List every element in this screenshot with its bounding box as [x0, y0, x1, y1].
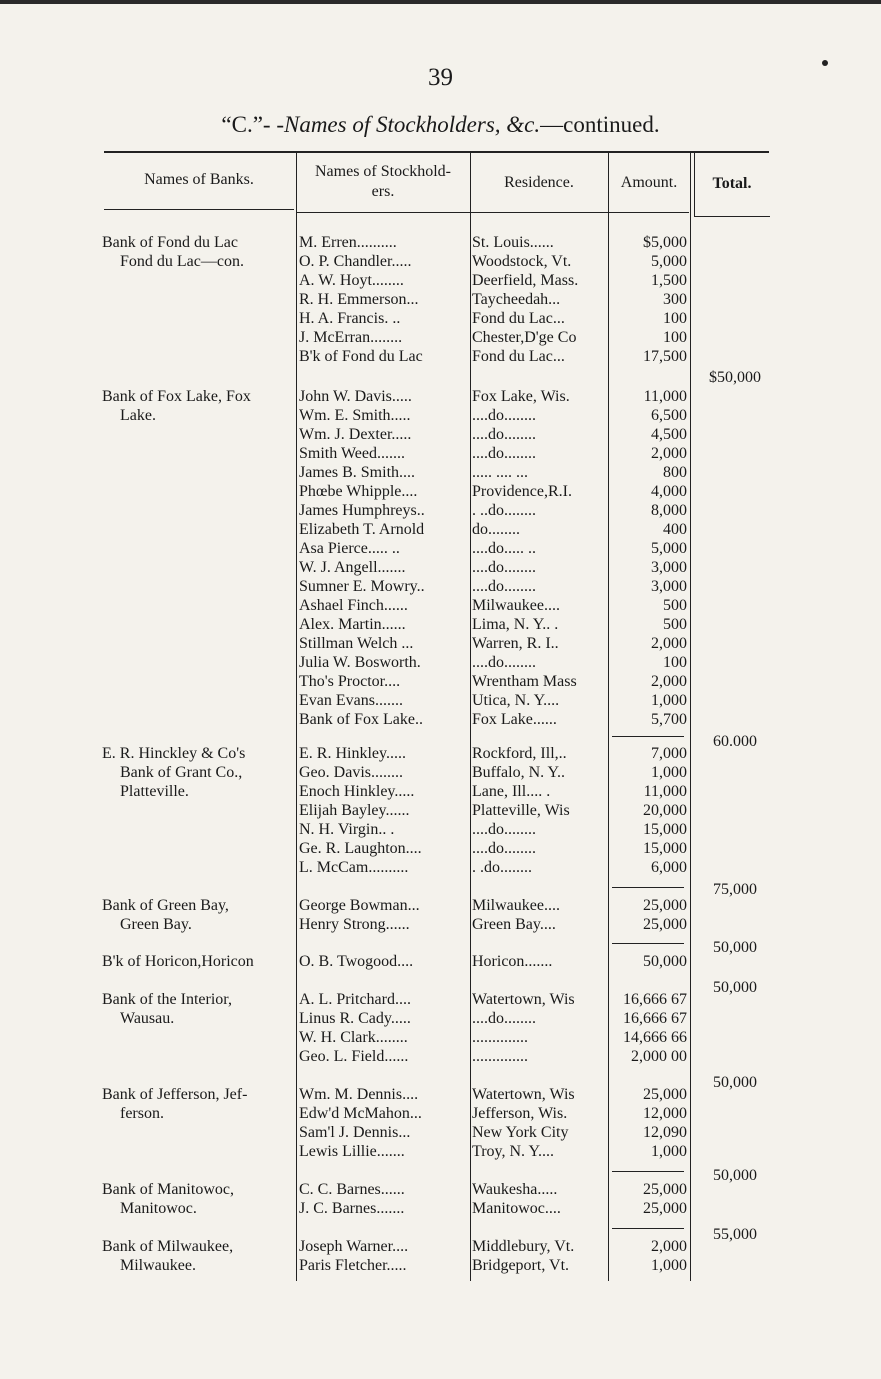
bank-name: Bank of Jefferson, Jef- — [102, 1086, 248, 1103]
residence: ....do........ — [472, 445, 536, 462]
table-top-rule — [104, 151, 769, 153]
stockholder-name: J. McErran........ — [299, 329, 403, 346]
stockholder-name: Alex. Martin...... — [299, 616, 406, 633]
stockholder-name: Wm. J. Dexter..... — [299, 426, 412, 443]
table-row — [0, 1009, 881, 1028]
stockholder-name: Julia W. Bosworth. — [299, 654, 421, 671]
amount: 1,000 — [651, 1143, 687, 1160]
residence: Taycheedah... — [472, 291, 561, 308]
table-row — [0, 915, 881, 934]
residence: Bridgeport, Vt. — [472, 1257, 570, 1274]
header-stockholders: Names of Stockhold- ers. — [315, 163, 451, 200]
amount: 5,700 — [651, 711, 687, 728]
stockholder-name: M. Erren.......... — [299, 234, 397, 251]
amount: 5,000 — [651, 253, 687, 270]
stockholder-name: J. C. Barnes....... — [299, 1200, 405, 1217]
amount: 100 — [663, 654, 687, 671]
residence: Platteville, Wis — [472, 802, 570, 819]
stockholder-name: Wm. M. Dennis.... — [299, 1086, 419, 1103]
table-row — [0, 1142, 881, 1161]
stockholder-name: Joseph Warner.... — [299, 1238, 409, 1255]
bank-name: Platteville. — [120, 783, 189, 800]
stockholder-name: B'k of Fond du Lac — [299, 348, 423, 365]
stockholder-name: Stillman Welch ... — [299, 635, 414, 652]
stockholder-name: John W. Davis..... — [299, 388, 412, 405]
table-row — [0, 979, 881, 1009]
title-suffix: —continued. — [540, 112, 660, 137]
amount: 2,000 00 — [631, 1048, 687, 1065]
residence: Horicon....... — [472, 953, 553, 970]
residence: ....do..... .. — [472, 540, 536, 557]
bank-name: Milwaukee. — [120, 1257, 196, 1274]
table-row — [0, 939, 881, 971]
stockholder-name: Bank of Fox Lake.. — [299, 711, 423, 728]
stockholder-name: Sam'l J. Dennis... — [299, 1124, 411, 1141]
stockholder-name: Smith Weed....... — [299, 445, 405, 462]
bank-name: Wausau. — [120, 1010, 175, 1027]
subtotal-rule — [612, 1228, 684, 1229]
residence: .............. — [472, 1048, 528, 1065]
stockholder-name: Geo. L. Field...... — [299, 1048, 409, 1065]
table-row — [0, 801, 881, 820]
residence: Manitowoc.... — [472, 1200, 561, 1217]
residence: ....do........ — [472, 654, 536, 671]
bank-name: B'k of Horicon,Horicon — [102, 953, 254, 970]
residence: ....do........ — [472, 578, 536, 595]
residence: Woodstock, Vt. — [472, 253, 572, 270]
residence: ....do........ — [472, 407, 536, 424]
residence: Fond du Lac... — [472, 348, 565, 365]
amount: 11,000 — [643, 783, 687, 800]
amount: 6,500 — [651, 407, 687, 424]
header-residence: Residence. — [504, 174, 574, 191]
stockholder-name: Elijah Bayley...... — [299, 802, 410, 819]
total: 50,000 — [713, 939, 757, 956]
amount: 25,000 — [643, 1086, 687, 1103]
stockholder-name: Enoch Hinkley..... — [299, 783, 415, 800]
residence: Wrentham Mass — [472, 673, 577, 690]
residence: do........ — [472, 521, 520, 538]
bank-name: Green Bay. — [120, 916, 192, 933]
residence: Milwaukee.... — [472, 897, 560, 914]
page-number: 39 — [428, 64, 453, 91]
table-row — [0, 782, 881, 801]
residence: Fond du Lac... — [472, 310, 565, 327]
stockholder-name: W. H. Clark........ — [299, 1029, 408, 1046]
residence: Utica, N. Y.... — [472, 692, 560, 709]
table-row — [0, 763, 881, 782]
total: 50,000 — [713, 1074, 757, 1091]
amount: 500 — [663, 597, 687, 614]
residence: Milwaukee.... — [472, 597, 560, 614]
bank-name: Bank of Fox Lake, Fox — [102, 388, 251, 405]
table-row — [0, 1074, 881, 1104]
amount: 3,000 — [651, 578, 687, 595]
table-row — [0, 444, 881, 463]
residence: St. Louis...... — [472, 234, 554, 251]
stockholder-name: H. A. Francis. .. — [299, 310, 401, 327]
header-total: Total. — [712, 175, 752, 192]
residence: Fox Lake, Wis. — [472, 388, 570, 405]
stockholder-name: Sumner E. Mowry.. — [299, 578, 425, 595]
stockholder-name: Paris Fletcher..... — [299, 1257, 407, 1274]
amount: 4,000 — [651, 483, 687, 500]
table-row — [0, 653, 881, 672]
residence: . ..do........ — [472, 502, 536, 519]
residence: Buffalo, N. Y.. — [472, 764, 566, 781]
bank-name: Bank of Green Bay, — [102, 897, 229, 914]
stockholder-name: George Bowman... — [299, 897, 420, 914]
stockholder-name: Geo. Davis........ — [299, 764, 403, 781]
residence: .............. — [472, 1029, 528, 1046]
residence: Middlebury, Vt. — [472, 1238, 575, 1255]
amount: $5,000 — [643, 234, 687, 251]
residence: Providence,R.I. — [472, 483, 572, 500]
table-row — [0, 839, 881, 858]
table-row — [0, 406, 881, 425]
table-row — [0, 501, 881, 520]
total: 50,000 — [713, 979, 757, 996]
header-rule-total — [694, 216, 770, 217]
table-row — [0, 1047, 881, 1066]
amount: 100 — [663, 329, 687, 346]
amount: 25,000 — [643, 1200, 687, 1217]
stockholder-name: E. R. Hinkley..... — [299, 745, 406, 762]
residence: Watertown, Wis — [472, 991, 575, 1008]
title-prefix: “C.”- - — [221, 112, 284, 137]
table-row — [0, 463, 881, 482]
table-row — [0, 347, 881, 366]
amount: 20,000 — [643, 802, 687, 819]
table-row — [0, 425, 881, 444]
header-banks: Names of Banks. — [144, 171, 254, 188]
table-row — [0, 387, 881, 406]
table-row — [0, 1028, 881, 1047]
residence: Watertown, Wis — [472, 1086, 575, 1103]
amount: 15,000 — [643, 840, 687, 857]
header-rule-left — [104, 209, 294, 210]
title-italic: Names of Stockholders, &c. — [283, 112, 541, 137]
amount: 16,666 67 — [623, 991, 687, 1008]
table-row — [0, 615, 881, 634]
amount: 12,090 — [643, 1124, 687, 1141]
header-rule-mid — [297, 212, 689, 213]
residence: ....do........ — [472, 840, 536, 857]
amount: 2,000 — [651, 673, 687, 690]
bank-name: Manitowoc. — [120, 1200, 197, 1217]
table-row — [0, 820, 881, 839]
table-row — [0, 733, 881, 763]
amount: 400 — [663, 521, 687, 538]
bank-name: E. R. Hinckley & Co's — [102, 745, 246, 762]
table-row — [0, 233, 881, 252]
stockholder-name: Ge. R. Laughton.... — [299, 840, 422, 857]
bank-name: Bank of the Interior, — [102, 991, 232, 1008]
stockholder-name: Lewis Lillie....... — [299, 1143, 405, 1160]
table-row — [0, 1226, 881, 1256]
residence: . .do........ — [472, 859, 532, 876]
stockholder-name: Edw'd McMahon... — [299, 1105, 422, 1122]
bank-name: Bank of Grant Co., — [120, 764, 243, 781]
amount: 16,666 67 — [623, 1010, 687, 1027]
stockholder-name: W. J. Angell....... — [299, 559, 406, 576]
residence: ....do........ — [472, 426, 536, 443]
table-row — [0, 634, 881, 653]
amount: 2,000 — [651, 1238, 687, 1255]
amount: 25,000 — [643, 1181, 687, 1198]
table-row — [0, 858, 881, 877]
subtotal-rule — [612, 943, 684, 944]
table-row — [0, 309, 881, 328]
residence: Lima, N. Y.. . — [472, 616, 559, 633]
stockholder-name: Asa Pierce..... .. — [299, 540, 400, 557]
residence: Waukesha..... — [472, 1181, 558, 1198]
amount: 800 — [663, 464, 687, 481]
table-row — [0, 482, 881, 501]
stockholder-name: R. H. Emmerson... — [299, 291, 419, 308]
amount: 2,000 — [651, 635, 687, 652]
amount: 11,000 — [643, 388, 687, 405]
table-row — [0, 710, 881, 729]
stockholder-name: Evan Evans....... — [299, 692, 403, 709]
residence: ....do........ — [472, 821, 536, 838]
amount: 4,500 — [651, 426, 687, 443]
stockholder-name: Phœbe Whipple.... — [299, 483, 418, 500]
amount: 300 — [663, 291, 687, 308]
amount: 15,000 — [643, 821, 687, 838]
amount: 3,000 — [651, 559, 687, 576]
amount: 8,000 — [651, 502, 687, 519]
table-row — [0, 1123, 881, 1142]
amount: 25,000 — [643, 916, 687, 933]
stockholder-name: A. W. Hoyt........ — [299, 272, 404, 289]
amount: 6,000 — [651, 859, 687, 876]
bank-name: Bank of Manitowoc, — [102, 1181, 234, 1198]
amount: 17,500 — [643, 348, 687, 365]
subtotal-rule — [612, 1171, 684, 1172]
table-row — [0, 691, 881, 710]
stockholder-name: James B. Smith.... — [299, 464, 416, 481]
amount: 7,000 — [651, 745, 687, 762]
stockholder-name: Tho's Proctor.... — [299, 673, 401, 690]
total: 60.000 — [713, 733, 757, 750]
table-row — [0, 596, 881, 615]
table-row — [0, 1256, 881, 1275]
table-row — [0, 1199, 881, 1218]
bank-name: Bank of Milwaukee, — [102, 1238, 234, 1255]
amount: 14,666 66 — [623, 1029, 687, 1046]
subtotal-rule — [612, 736, 684, 737]
total: 75,000 — [713, 881, 757, 898]
residence: ....do........ — [472, 1010, 536, 1027]
stockholder-name: James Humphreys.. — [299, 502, 425, 519]
stockholder-name: Linus R. Cady..... — [299, 1010, 411, 1027]
bank-name: Lake. — [120, 407, 156, 424]
residence: ....do........ — [472, 559, 536, 576]
residence: Deerfield, Mass. — [472, 272, 579, 289]
amount: 2,000 — [651, 445, 687, 462]
bank-name: Bank of Fond du Lac — [102, 234, 238, 251]
table-row — [0, 577, 881, 596]
residence: ..... .... ... — [472, 464, 528, 481]
bank-name: ferson. — [120, 1105, 164, 1122]
table-row — [0, 271, 881, 290]
residence: Green Bay.... — [472, 916, 556, 933]
table-row — [0, 1167, 881, 1199]
stockholder-name: Wm. E. Smith..... — [299, 407, 411, 424]
page-title — [0, 112, 881, 138]
stockholder-name: Ashael Finch...... — [299, 597, 408, 614]
page-top-edge — [0, 0, 881, 4]
total: 55,000 — [713, 1226, 757, 1243]
bank-name: Fond du Lac—con. — [120, 253, 244, 270]
stockholder-name: O. B. Twogood.... — [299, 953, 414, 970]
residence: Jefferson, Wis. — [472, 1105, 568, 1122]
stockholder-name: A. L. Pritchard.... — [299, 991, 411, 1008]
residence: Troy, N. Y.... — [472, 1143, 554, 1160]
stockholder-name: Elizabeth T. Arnold — [299, 521, 425, 538]
amount: 500 — [663, 616, 687, 633]
amount: 1,500 — [651, 272, 687, 289]
table-row — [0, 520, 881, 539]
table-row — [0, 290, 881, 309]
amount: 5,000 — [651, 540, 687, 557]
table-row — [0, 558, 881, 577]
amount: 1,000 — [651, 764, 687, 781]
residence: Lane, Ill.... . — [472, 783, 551, 800]
residence: Fox Lake...... — [472, 711, 557, 728]
table-row — [0, 1104, 881, 1123]
header-amount: Amount. — [620, 174, 678, 191]
residence: New York City — [472, 1124, 569, 1141]
amount: 100 — [663, 310, 687, 327]
amount: 12,000 — [643, 1105, 687, 1122]
residence: Warren, R. I.. — [472, 635, 559, 652]
stockholder-name: Henry Strong...... — [299, 916, 410, 933]
amount: 25,000 — [643, 897, 687, 914]
residence: Chester,D'ge Co — [472, 329, 577, 346]
table-row — [0, 672, 881, 691]
column-divider-5 — [694, 152, 695, 216]
residence: Rockford, Ill,.. — [472, 745, 567, 762]
table-row — [0, 539, 881, 558]
total: 50,000 — [713, 1167, 757, 1184]
table-row — [0, 328, 881, 347]
total: $50,000 — [709, 369, 761, 386]
stockholder-name: N. H. Virgin.. . — [299, 821, 395, 838]
table-row — [0, 252, 881, 271]
amount: 1,000 — [651, 692, 687, 709]
amount: 1,000 — [651, 1257, 687, 1274]
amount: 50,000 — [643, 953, 687, 970]
table-row — [0, 881, 881, 915]
stockholder-name: O. P. Chandler..... — [299, 253, 412, 270]
stockholder-name: C. C. Barnes...... — [299, 1181, 405, 1198]
stockholder-name: L. McCam.......... — [299, 859, 409, 876]
subtotal-rule — [612, 887, 684, 888]
